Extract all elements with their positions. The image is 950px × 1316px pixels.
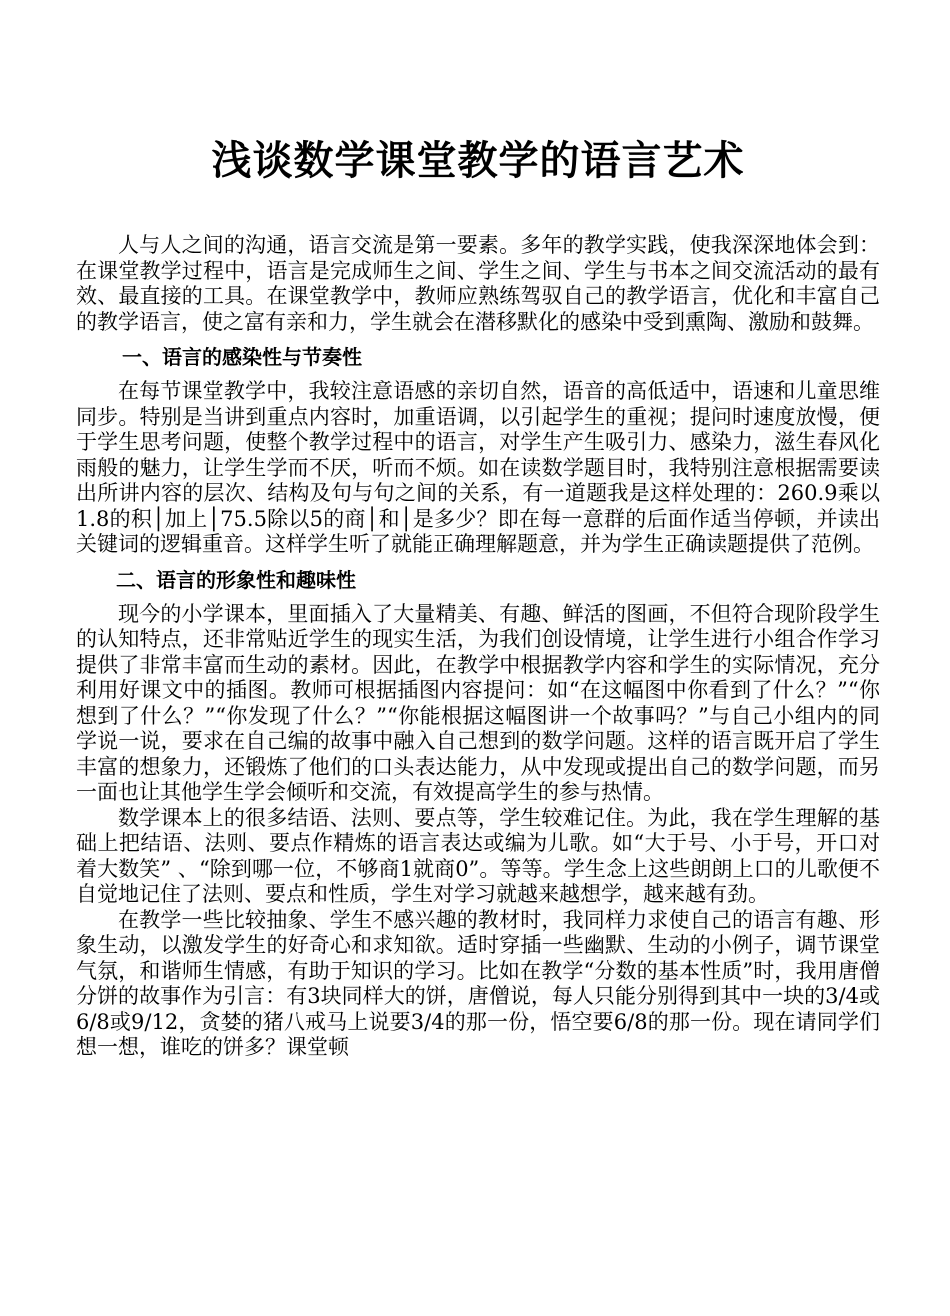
section2-paragraph-2: 数学课本上的很多结语、法则、要点等，学生较难记住。为此，我在学生理解的基础上把结语、法则、要点作精炼的语言表达或编为儿歌。如“大于号、小于号，开口对着大数笑” 、“除到哪一位，不够商1就商0”。等等。学生念上这些朗朗上口的儿歌便不自觉地记住了法则、要点和性质，学生对学习就越来越想学，越来越有劲。: [76, 805, 880, 906]
section2-paragraph-1: 现今的小学课本，里面插入了大量精美、有趣、鲜活的图画，不但符合现阶段学生的认知特点，还非常贴近学生的现实生活，为我们创设情境，让学生进行小组合作学习提供了非常丰富而生动的素材。因此，在教学中根据教学内容和学生的实际情况，充分利用好课文中的插图。教师可根据插图内容提问：如“在这幅图中你看到了什么？”“你想到了什么？”“你发现了什么？”“你能根据这幅图讲一个故事吗？”与自己小组内的同学说一说，要求在自己编的故事中融入自己想到的数学问题。这样的语言既开启了学生丰富的想象力，还锻炼了他们的口头表达能力，从中发现或提出自己的数学问题，而另一面也让其他学生学会倾听和交流，有效提高学生的参与热情。: [76, 601, 880, 804]
document-body: [76, 233, 880, 1061]
section1-paragraph-1: 在每节课堂教学中，我较注意语感的亲切自然，语音的高低适中，语速和儿童思维同步。特别是当讲到重点内容时，加重语调，以引起学生的重视；提问时速度放慢，便于学生思考问题，使整个教学过程中的语言，对学生产生吸引力、感染力，滋生春风化雨般的魅力，让学生学而不厌，听而不烦。如在读数学题目时，我特别注意根据需要读出所讲内容的层次、结构及句与句之间的关系，有一道题我是这样处理的：260.9乘以1.8的积│加上│75.5除以5的商│和│是多少？即在每一意群的后面作适当停顿，并读出关键词的逻辑重音。这样学生听了就能正确理解题意，并为学生正确读题提供了范例。: [76, 379, 880, 556]
section2-paragraph-3: 在教学一些比较抽象、学生不感兴趣的教材时，我同样力求使自己的语言有趣、形象生动，以激发学生的好奇心和求知欲。适时穿插一些幽默、生动的小例子，调节课堂气氛，和谐师生情感，有助于知识的学习。比如在教学“分数的基本性质”时，我用唐僧分饼的故事作为引言：有3块同样大的饼，唐僧说，每人只能分别得到其中一块的3/4或6/8或9/12，贪婪的猪八戒马上说要3/4的那一份，悟空要6/8的那一份。现在请同学们想一想，谁吃的饼多？课堂顿: [76, 907, 880, 1059]
section-heading-1: 一、语言的感染性与节奏性: [122, 345, 362, 369]
section-heading-2: 二、语言的形象性和趣味性: [116, 567, 356, 592]
document-title: 浅谈数学课堂教学的语言艺术: [211, 137, 745, 184]
intro-paragraph: 人与人之间的沟通，语言交流是第一要素。多年的教学实践，使我深深地体会到：在课堂教学过程中，语言是完成师生之间、学生之间、学生与书本之间交流活动的最有效、最直接的工具。在课堂教学中，教师应熟练驾驭自己的教学语言，优化和丰富自己的教学语言，使之富有亲和力，学生就会在潜移默化的感染中受到熏陶、激励和鼓舞。: [76, 233, 880, 334]
